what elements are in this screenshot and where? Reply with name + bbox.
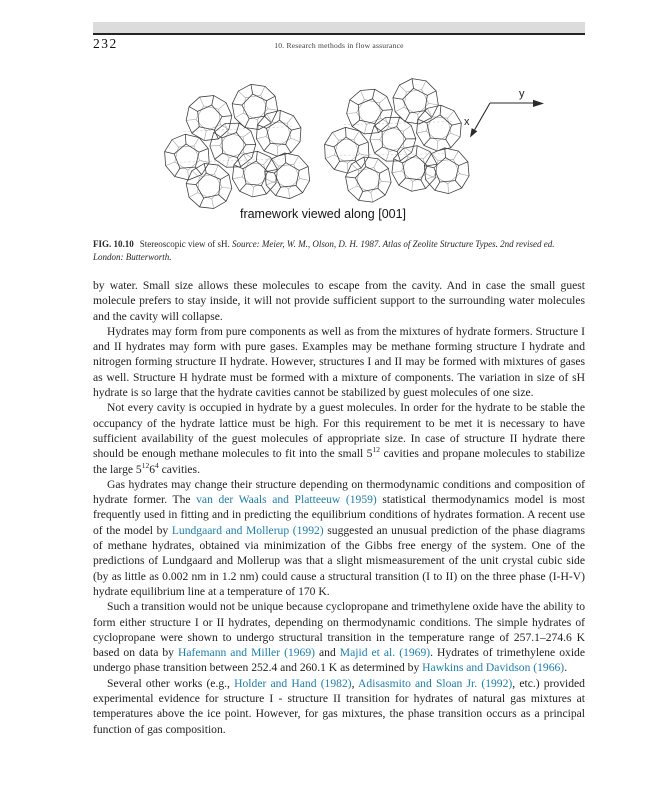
text-run: Hydrates may form from pure components as well as from the mixtures of hydrate formers. Structure I and II hydrates may form with pure gases. Examples may be methane forming structure I hydrate and nitrogen forming structure II hydrate. However, structures I and II may be formed with mixtures of gases as well. Structure H hydrate must be formed with a mixture of components. The variation in size of sH hydrate is so large that the hydrate cavities cannot be stabilized by guest molecules of one size. [93, 324, 585, 400]
citation-link[interactable]: van der Waals and Platteeuw (1959) [196, 493, 377, 507]
text-run: suggested an unusual prediction of the phase diagrams of methane hydrates, obtained via minimization of the Gibbs free energy of the system. One of the predictions of Lundgaard and Mollerup was that a slight mismeasurement of the unit crystal cubic side (by as little as 0.002 nm in 1.2 nm) could cause a structural transition (I to II) on the three phase (I-H-V) hydrate equilibrium line at a temperature of 170 K. [93, 523, 585, 598]
text-run: , etc.) provided experimental evidence for structure I - structure II transition for hydrates of natural gas mixtures at temperatures above the ice point. However, for gas mixtures, the phase transition occurs as a principal function of gas composition. [93, 676, 585, 736]
axis-x-arrow-icon [470, 128, 477, 137]
stereo-left-cluster [164, 81, 312, 211]
text-run: by water. Small size allows these molecules to escape from the cavity. And in case the small guest molecule prefers to stay inside, it will not provide sufficient support to the surrounding water molecules and the cavity will collapse. [93, 279, 585, 323]
stereo-right-cluster [322, 76, 472, 208]
text-run: cavities and propane molecules to stabilize the large 5 [93, 447, 585, 476]
header-rule-bar [93, 22, 585, 35]
citation-link[interactable]: Lundgaard and Mollerup (1992) [171, 523, 324, 537]
paragraph [93, 278, 585, 324]
page-number: 232 [93, 36, 118, 51]
citation-link[interactable]: Hafemann and Miller (1969) [178, 646, 315, 660]
figure-caption-text: Stereoscopic view of sH. [139, 239, 232, 249]
text-run: Such a transition would not be unique because cyclopropane and trimethylene oxide have the ability to form either structure I or II hydrates, depending on thermodynamic conditions. The simple hydrates of cyclopropane were shown to undergo structural transition in the temperature range of 257.1–274.6 K based on data by [93, 600, 585, 660]
paragraph [93, 676, 585, 737]
paragraph [93, 599, 585, 675]
axis-indicator [464, 88, 544, 138]
superscript: 12 [141, 460, 150, 470]
text-run: statistical thermodynamics model is most frequently used in fitting and in predicting the equilibrium conditions of hydrates formation. A recent use of the model by [93, 493, 586, 537]
citation-link[interactable]: Holder and Hand (1982) [234, 676, 352, 690]
text-run: and [315, 646, 340, 660]
paragraph [93, 400, 585, 476]
figure-caption-source: Source: Meier, W. M., Olson, D. H. 1987. Atlas of Zeolite Structure Types. 2nd revised ed. London: Butterworth. [93, 239, 555, 262]
text-run: cavities. [158, 462, 200, 476]
figure-caption-label: FIG. 10.10 [93, 239, 134, 249]
citation-link[interactable]: Hawkins and Davidson (1966) [422, 661, 565, 675]
text-run: Gas hydrates may change their structure depending on thermodynamic conditions and composition of hydrate former. The [93, 477, 585, 507]
axis-x-line [475, 103, 491, 130]
text-run: Several other works (e.g., [107, 676, 235, 690]
superscript: 4 [155, 460, 159, 470]
figure-caption [93, 238, 585, 264]
text-run: , [351, 676, 359, 690]
superscript: 12 [372, 445, 380, 455]
body-text [93, 278, 585, 737]
citation-link[interactable]: Adisasmito and Sloan Jr. (1992) [358, 676, 513, 690]
text-run: 6 [149, 462, 156, 476]
axis-x-label: x [464, 116, 470, 128]
citation-link[interactable]: Majid et al. (1969) [339, 646, 431, 660]
axis-y-label: y [519, 88, 525, 100]
text-run: . Hydrates of trimethylene oxide undergo phase transition between 252.4 and 260.1 K as determined by [93, 646, 585, 675]
axis-y-arrow-icon [533, 100, 544, 107]
figure-view-label: framework viewed along [001] [239, 207, 407, 221]
text-run: Not every cavity is occupied in hydrate by a guest molecules. In order for the hydrate to be stable the occupancy of the hydrate lattice must be high. For this requirement to be met it is necessary to have sufficient availability of the guest molecules of appropriate size. In case of structure II hydrate there should be enough methane molecules to fit into the small 5 [93, 401, 585, 461]
paragraph [93, 324, 585, 400]
running-title: 10. Research methods in flow assurance [274, 41, 404, 50]
stereo-figure [0, 76, 647, 211]
text-run: . [564, 661, 568, 675]
paragraph [93, 477, 585, 599]
